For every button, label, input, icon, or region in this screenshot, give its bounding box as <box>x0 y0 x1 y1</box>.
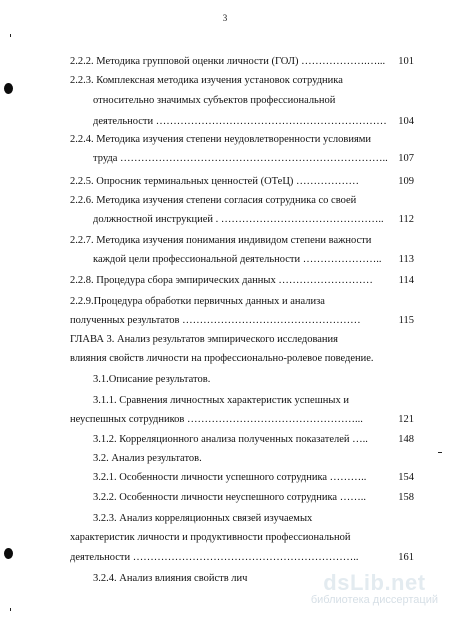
toc-line: полученных результатов …………………………………………… <box>70 315 361 326</box>
toc-line: деятельности ………………………………………………………… <box>93 116 387 127</box>
toc-line: труда ………………………………………………………………….. <box>93 153 388 164</box>
toc-line: 2.2.4. Методика изучения степени неудовлетворенности условиями <box>70 134 372 145</box>
toc-line: неуспешных сотрудников …………………………………………... <box>70 414 363 425</box>
toc-line: 3.1.Описание результатов. <box>93 374 211 385</box>
binder-hole-top <box>4 83 13 94</box>
toc-line: 3.2. Анализ результатов. <box>93 453 202 464</box>
toc-line: 3.2.3. Анализ корреляционных связей изучаемых <box>93 513 313 524</box>
toc-line: ГЛАВА 3. Анализ результатов эмпирического исследования <box>70 334 339 345</box>
toc-page-ref: 154 <box>398 472 414 483</box>
watermark-logo: dsLib.net <box>323 570 426 595</box>
toc-line: 3.2.1. Особенности личности успешного сотрудника ……….. <box>93 472 367 483</box>
toc-line: 3.1.2. Корреляционного анализа полученных показателей ….. <box>93 434 368 445</box>
toc-page-ref: 101 <box>398 56 414 67</box>
toc-page-ref: 148 <box>398 434 414 445</box>
toc-line: характеристик личности и продуктивности профессиональной <box>70 532 351 543</box>
toc-page-ref: 107 <box>398 153 414 164</box>
margin-tick-top <box>10 34 11 37</box>
toc-page-ref: 112 <box>398 214 414 225</box>
toc-line: 2.2.9.Процедура обработки первичных данных и анализа <box>70 296 325 307</box>
toc-line: деятельности ……………………………………………………….. <box>70 552 359 563</box>
toc-page-ref: 113 <box>398 254 414 265</box>
toc-line: 2.2.5. Опросник терминальных ценностей (ОТеЦ) ……………… <box>70 176 360 187</box>
toc-line: 3.1.1. Сравнения личностных характеристик успешных и <box>93 395 349 406</box>
toc-line: должностной инструкцией . ……………………………………….. <box>93 214 384 225</box>
toc-line: влияния свойств личности на профессионально-ролевое поведение. <box>70 353 374 364</box>
toc-page-ref: 115 <box>398 315 414 326</box>
watermark-subtitle: библиотека диссертаций <box>310 594 438 606</box>
toc-line: относительно значимых субъектов профессиональной <box>93 95 336 106</box>
toc-line: 3.2.4. Анализ влияния свойств лич <box>93 573 248 584</box>
toc-line: 2.2.6. Методика изучения степени согласия сотрудника со своей <box>70 195 357 206</box>
watermark <box>311 570 438 606</box>
binder-hole-bottom <box>4 548 13 559</box>
page-number: 3 <box>222 13 228 23</box>
toc-line: каждой цели профессиональной деятельности ………………….. <box>93 254 382 265</box>
toc-page-ref: 158 <box>398 492 414 503</box>
toc-line: 2.2.8. Процедура сбора эмпирических данных ……………………… <box>70 275 373 286</box>
margin-tick-right <box>438 452 442 453</box>
toc-line: 2.2.2. Методика групповой оценки личности (ГОЛ) ……………….…... <box>70 56 386 67</box>
toc-line: 2.2.3. Комплексная методика изучения установок сотрудника <box>70 75 343 86</box>
toc-page-ref: 104 <box>398 116 414 127</box>
toc-page-ref: 161 <box>398 552 414 563</box>
toc-line: 3.2.2. Особенности личности неуспешного сотрудника …….. <box>93 492 366 503</box>
toc-page-ref: 121 <box>398 414 414 425</box>
margin-tick-bottom <box>10 608 11 611</box>
toc-line: 2.2.7. Методика изучения понимания индивидом степени важности <box>70 235 372 246</box>
toc-page-ref: 114 <box>398 275 414 286</box>
toc-page-ref: 109 <box>398 176 414 187</box>
